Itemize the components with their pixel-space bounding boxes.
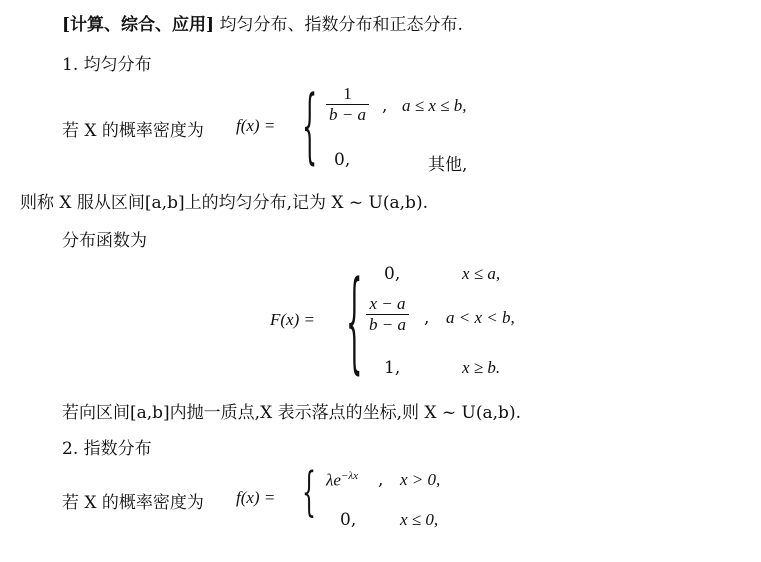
uniform-cdf-case1-value: 0, xyxy=(384,264,401,284)
uniform-cdf-sep: , xyxy=(424,308,430,328)
exponential-pdf-lhs: f(x) = xyxy=(236,488,276,507)
uniform-pdf-sep: , xyxy=(382,96,388,116)
uniform-cdf-fraction xyxy=(366,294,409,335)
uniform-cdf-case2-cond: a < x < b, xyxy=(446,308,515,327)
uniform-cdf-numerator: x − a xyxy=(366,294,409,315)
exponential-title: 2. 指数分布 xyxy=(62,439,152,459)
exponential-case2-value: 0, xyxy=(340,510,357,530)
exponential-case1-cond: x > 0, xyxy=(400,470,441,489)
uniform-cdf-case3-cond: x ≥ b. xyxy=(462,358,501,377)
exponential-case1-expression xyxy=(326,470,358,491)
uniform-pdf-numerator: 1 xyxy=(326,84,369,105)
uniform-pdf-case2-value: 0, xyxy=(334,150,351,170)
uniform-cdf-case1-cond: x ≤ a, xyxy=(462,264,501,283)
uniform-cdf-intro: 分布函数为 xyxy=(62,231,147,251)
uniform-pdf-lhs: f(x) = xyxy=(236,116,276,135)
uniform-cdf-denominator: b − a xyxy=(369,315,406,334)
uniform-cdf-lhs: F(x) = xyxy=(270,310,315,329)
exponential-case1-sep: , xyxy=(378,470,384,490)
uniform-cdf-brace: { xyxy=(346,262,363,388)
uniform-pdf-fraction xyxy=(326,84,369,125)
uniform-pdf-case2-cond: 其他, xyxy=(428,155,468,175)
uniform-cdf-case3-value: 1, xyxy=(384,358,401,378)
exponential-pdf-prefix: 若 X 的概率密度为 xyxy=(62,493,204,513)
uniform-pdf-denominator: b − a xyxy=(329,105,366,124)
uniform-pdf-prefix: 若 X 的概率密度为 xyxy=(62,121,204,141)
section-heading xyxy=(62,10,463,35)
exponential-pdf-brace: { xyxy=(302,464,316,524)
heading-text: 均匀分布、指数分布和正态分布. xyxy=(219,15,463,35)
uniform-pdf-brace: { xyxy=(302,78,318,174)
exponential-case1-exponent: −λx xyxy=(340,470,358,482)
uniform-definition: 则称 X 服从区间[a,b]上的均匀分布,记为 X ~ U(a,b). xyxy=(20,193,428,213)
uniform-pdf-cond1: a ≤ x ≤ b, xyxy=(402,96,467,115)
exponential-case2-cond: x ≤ 0, xyxy=(400,510,439,529)
uniform-title: 1. 均匀分布 xyxy=(62,55,152,75)
exponential-case1-base: λe xyxy=(326,470,341,490)
uniform-example: 若向区间[a,b]内抛一质点,X 表示落点的坐标,则 X ~ U(a,b). xyxy=(62,403,521,423)
heading-tag: [计算、综合、应用] xyxy=(62,15,215,35)
